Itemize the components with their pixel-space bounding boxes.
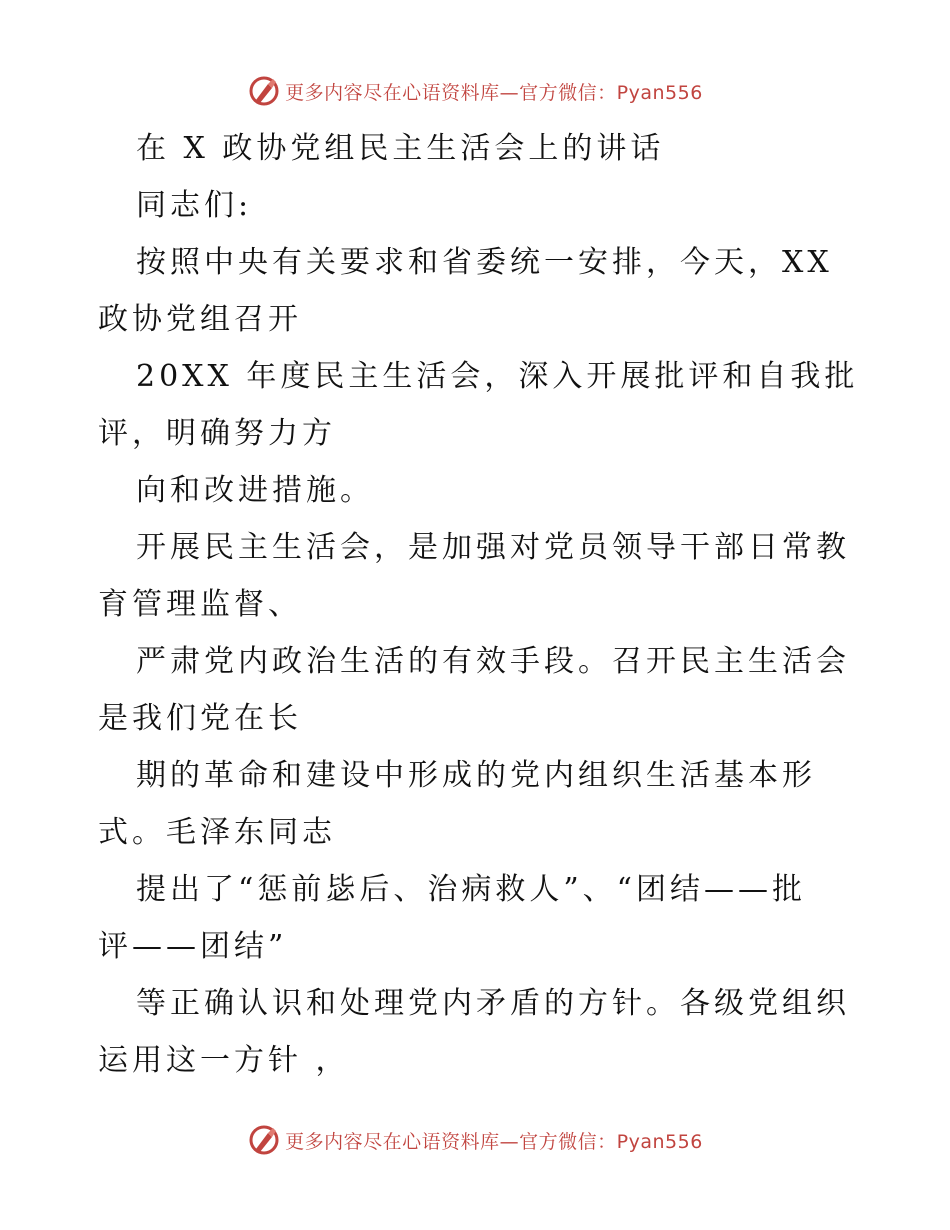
paragraph-line: 按照中央有关要求和省委统一安排，今天，XX	[136, 245, 833, 280]
paragraph-line: 式。毛泽东同志	[98, 815, 336, 850]
header-banner	[0, 71, 950, 111]
paragraph-line: 同志们:	[136, 188, 253, 223]
paragraph-line: 政协党组召开	[98, 302, 302, 337]
document-title: 在 X 政协党组民主生活会上的讲话	[136, 131, 665, 166]
paragraph-line: 期的革命和建设中形成的党内组织生活基本形	[136, 758, 816, 793]
header-banner-text: 更多内容尽在心语资料库—官方微信：Pyan556	[285, 81, 703, 104]
paragraph-line: 严肃党内政治生活的有效手段。召开民主生活会	[136, 644, 850, 679]
footer-banner	[0, 1120, 950, 1160]
paragraph-line: 等正确认识和处理党内矛盾的方针。各级党组织	[136, 986, 850, 1021]
paragraph-line: 评——团结”	[98, 929, 288, 964]
paragraph-line: 提出了“惩前毖后、治病救人”、“团结——批	[136, 872, 807, 907]
pen-nib-logo-icon	[247, 74, 281, 108]
footer-banner-text: 更多内容尽在心语资料库—官方微信：Pyan556	[285, 1130, 703, 1153]
pen-nib-logo-icon	[247, 1123, 281, 1157]
paragraph-line: 评，明确努力方	[98, 416, 336, 451]
paragraph-line: 是我们党在长	[98, 701, 302, 736]
paragraph-line: 开展民主生活会，是加强对党员领导干部日常教	[136, 530, 850, 565]
paragraph-line: 20XX 年度民主生活会，深入开展批评和自我批	[136, 359, 859, 394]
document-body	[98, 120, 858, 1089]
paragraph-line: 运用这一方针 ，	[98, 1043, 350, 1078]
paragraph-line: 向和改进措施。	[136, 473, 374, 508]
paragraph-line: 育管理监督、	[98, 587, 302, 622]
